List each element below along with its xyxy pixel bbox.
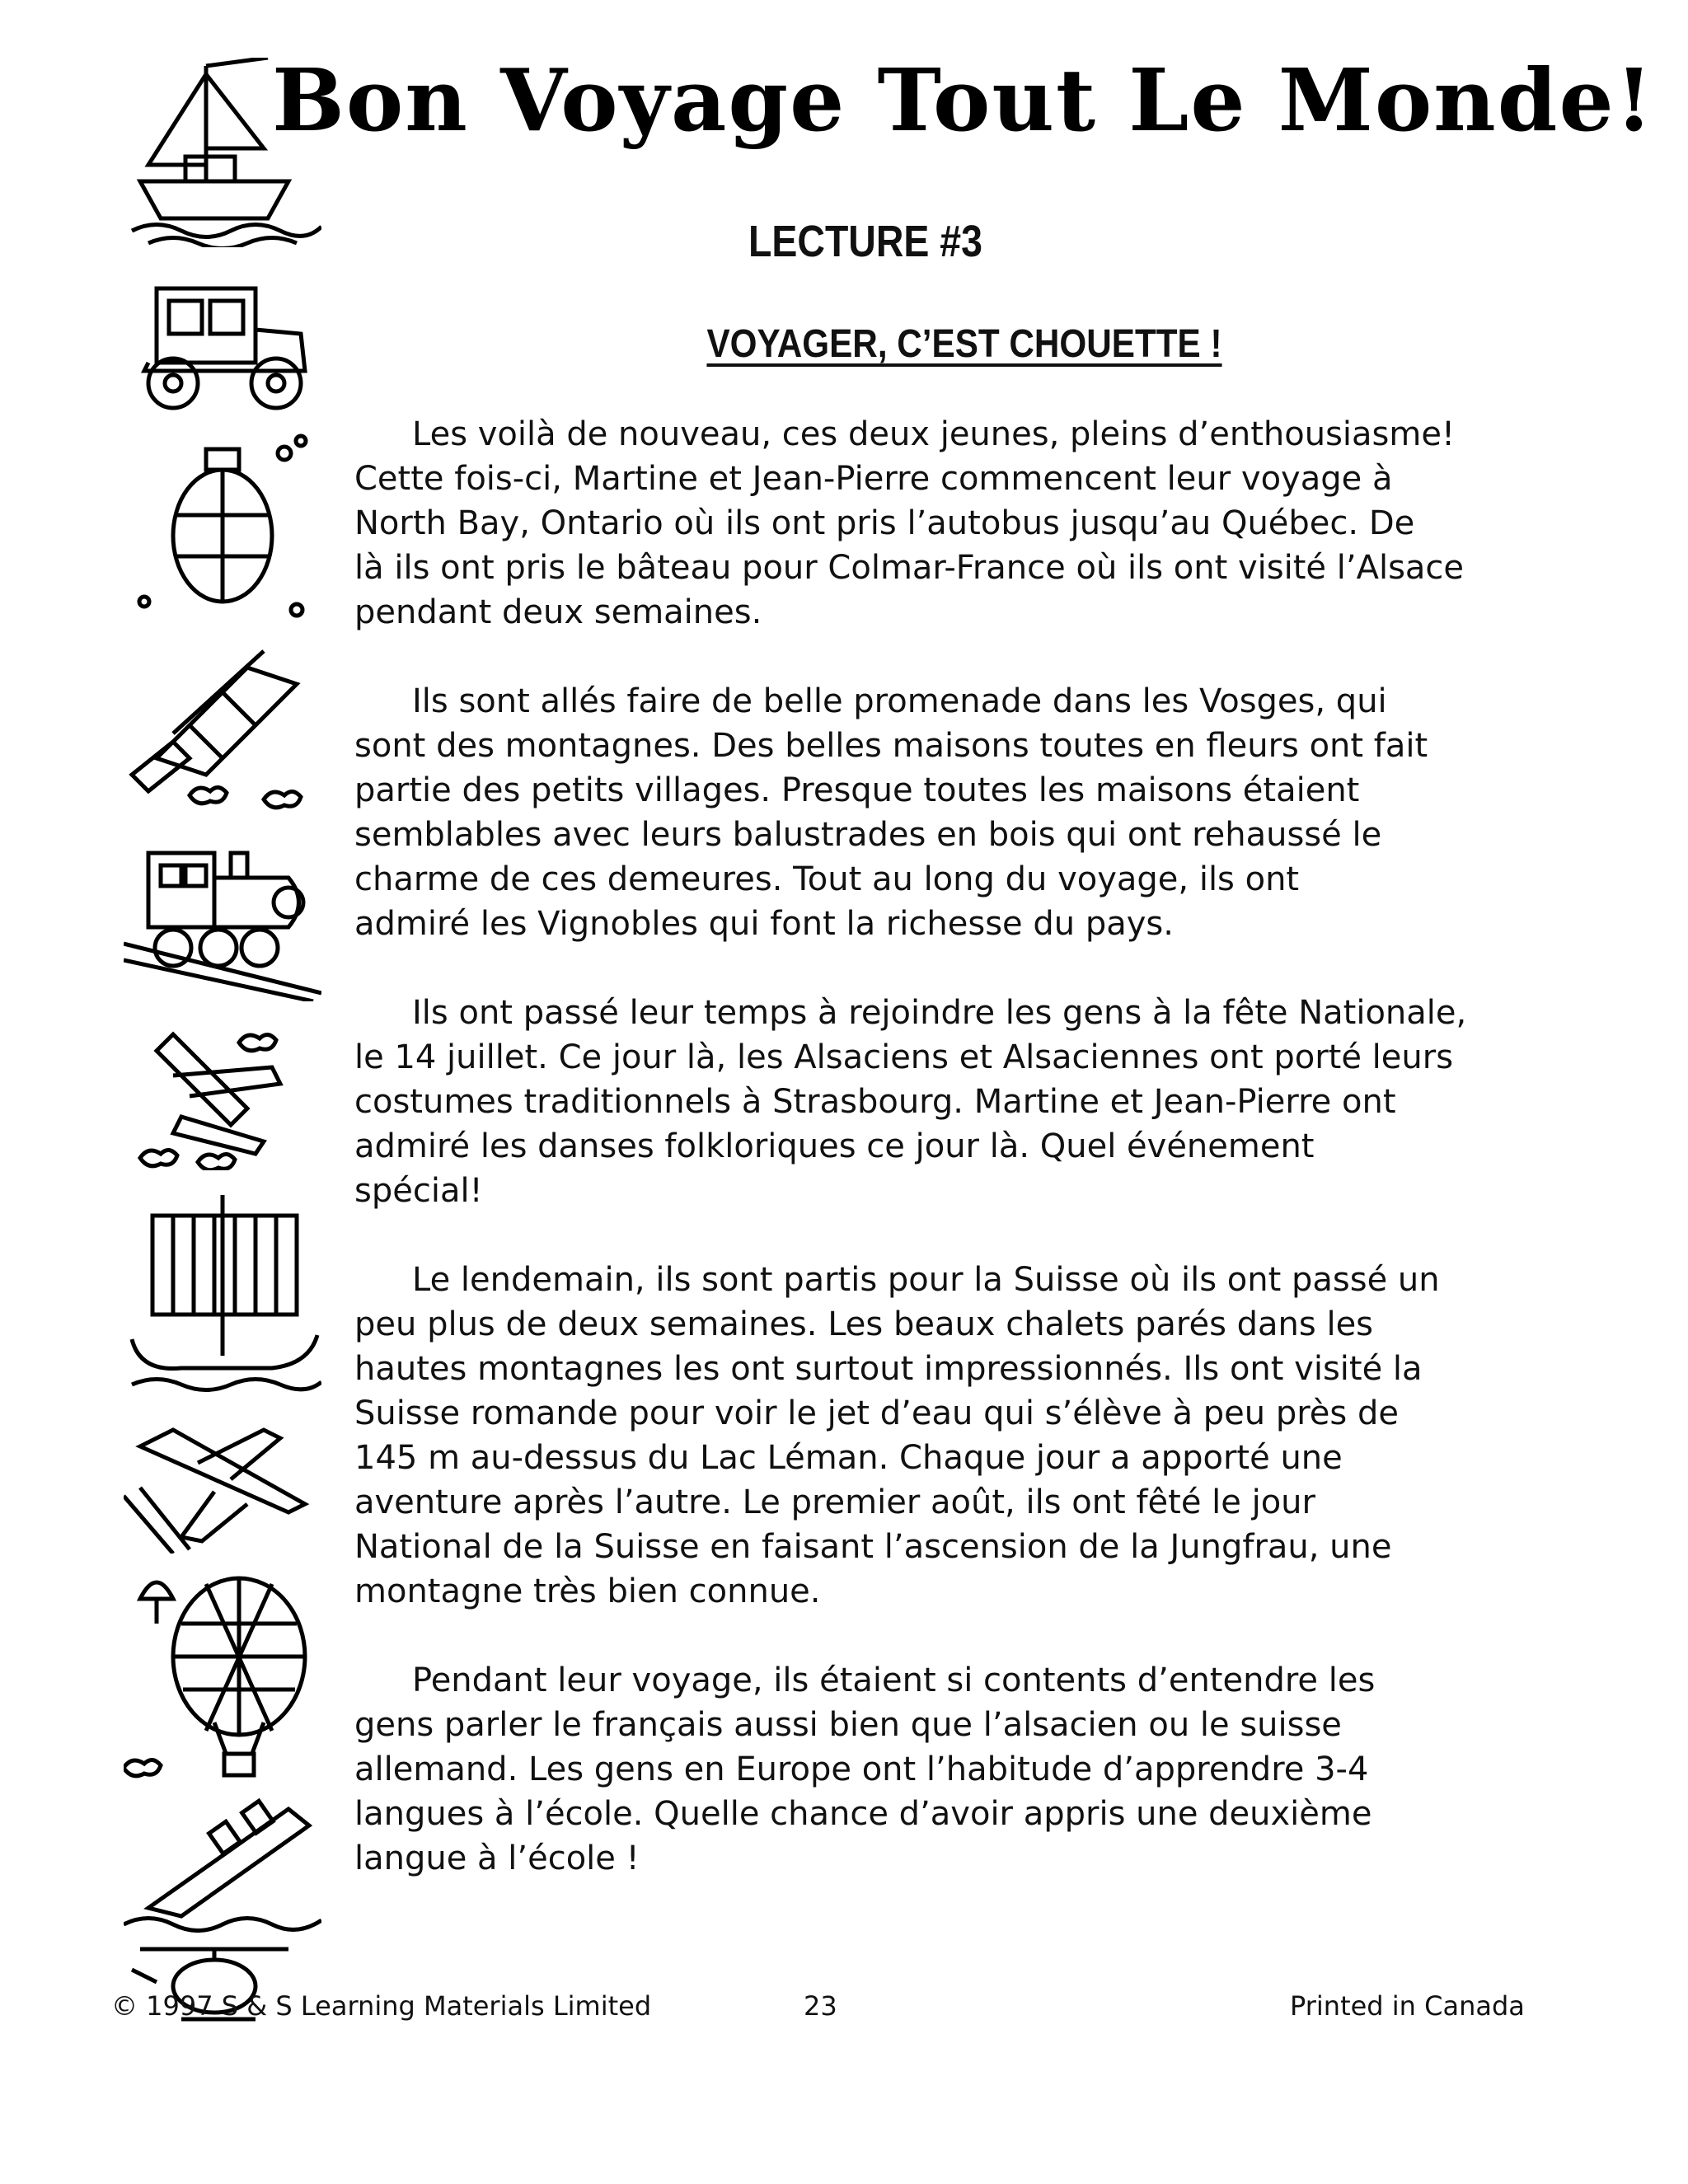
text-line: Ils sont allés faire de belle promenade dans les Vosges, qui [412, 682, 1387, 720]
text-line: North Bay, Ontario où ils ont pris l’autobus jusqu’au Québec. De [354, 504, 1415, 542]
copyright-notice: © 1997 S & S Learning Materials Limited [111, 1990, 652, 2022]
submarine-icon [124, 433, 321, 622]
text-line: langues à l’école. Quelle chance d’avoir appris une deuxième [354, 1795, 1372, 1833]
text-line: admiré les Vignobles qui font la richesse du pays. [354, 905, 1174, 943]
text-line: pendant deux semaines. [354, 593, 762, 631]
text-line: Pendant leur voyage, ils étaient si contents d’entendre les [412, 1661, 1376, 1699]
lecture-label: LECTURE #3 [748, 217, 982, 266]
text-line: semblables avec leurs balustrades en bois qui ont rehaussé le [354, 816, 1382, 854]
text-line: langue à l’école ! [354, 1840, 640, 1877]
reading-subtitle: VOYAGER, C’EST CHOUETTE ! [706, 322, 1222, 366]
text-line: 145 m au-dessus du Lac Léman. Chaque jour a apporté une [354, 1439, 1343, 1477]
seaplane-icon [124, 1018, 321, 1170]
text-line: là ils ont pris le bâteau pour Colmar-France où ils ont visité l’Alsace [354, 549, 1465, 587]
text-line: hautes montagnes les ont surtout impressionnés. Ils ont visité la [354, 1350, 1423, 1388]
text-line: peu plus de deux semaines. Les beaux chalets parés dans les [354, 1305, 1374, 1343]
text-line: Le lendemain, ils sont partis pour la Suisse où ils ont passé un [412, 1261, 1440, 1299]
text-line: admiré les danses folkloriques ce jour là. Quel événement [354, 1127, 1315, 1165]
steam-locomotive-icon [124, 837, 321, 1001]
reading-text [354, 412, 1566, 1925]
viking-ship-icon [124, 1191, 321, 1397]
text-line: partie des petits villages. Presque toutes les maisons étaient [354, 771, 1360, 809]
printed-in-notice: Printed in Canada [1290, 1990, 1525, 2022]
page-title: Bon Voyage Tout Le Monde! [272, 49, 1655, 151]
biplane-icon [124, 635, 321, 824]
text-line: spécial! [354, 1172, 483, 1210]
text-line: le 14 juillet. Ce jour là, les Alsaciens et Alsaciennes ont porté leurs [354, 1038, 1454, 1076]
hot-air-balloon-icon [124, 1566, 321, 1780]
paragraph-5 [354, 1658, 1566, 1881]
vintage-car-icon [124, 264, 321, 420]
text-line: Suisse romande pour voir le jet d’eau qui s’élève à peu près de [354, 1394, 1399, 1432]
paragraph-3 [354, 991, 1566, 1213]
text-line: allemand. Les gens en Europe ont l’habitude d’apprendre 3-4 [354, 1750, 1369, 1788]
text-line: Cette fois-ci, Martine et Jean-Pierre commencent leur voyage à [354, 460, 1393, 498]
text-line: sont des montagnes. Des belles maisons toutes en fleurs ont fait [354, 727, 1428, 765]
text-line: gens parler le français aussi bien que l’alsacien ou le suisse [354, 1706, 1342, 1744]
paragraph-2 [354, 679, 1566, 946]
text-line: charme de ces demeures. Tout au long du voyage, ils ont [354, 860, 1300, 898]
text-line: montagne très bien connue. [354, 1572, 821, 1610]
paragraph-4 [354, 1258, 1566, 1614]
text-line: costumes traditionnels à Strasbourg. Martine et Jean-Pierre ont [354, 1083, 1396, 1121]
ocean-liner-icon [124, 1793, 321, 1933]
page-number: 23 [804, 1990, 837, 2022]
paragraph-1 [354, 412, 1566, 635]
text-line: Ils ont passé leur temps à rejoindre les gens à la fête Nationale, [412, 994, 1467, 1032]
text-line: National de la Suisse en faisant l’ascension de la Jungfrau, une [354, 1528, 1392, 1566]
lecture-heading [0, 216, 1688, 267]
jet-airplane-icon [124, 1413, 321, 1554]
vehicle-illustration-column [124, 58, 321, 1920]
text-line: Les voilà de nouveau, ces deux jeunes, pleins d’enthousiasme! [412, 415, 1455, 453]
text-line: aventure après l’autre. Le premier août, ils ont fêté le jour [354, 1483, 1315, 1521]
